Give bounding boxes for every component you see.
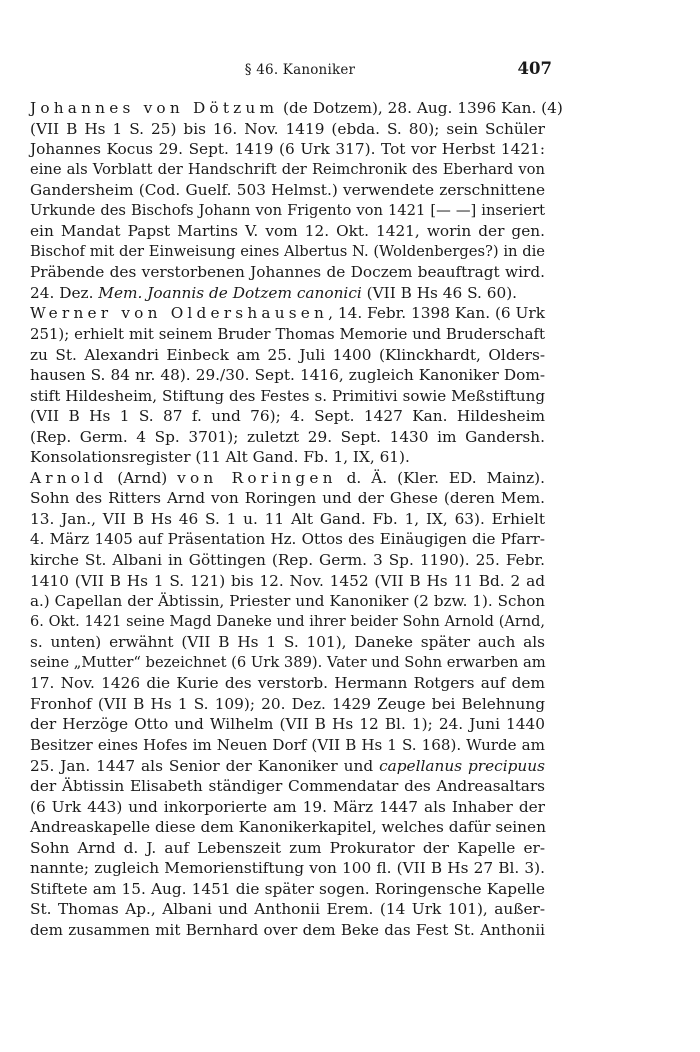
text-line: 17. Nov. 1426 die Kurie des verstorb. Hermann Rotgers auf dem [30, 674, 545, 693]
text-line: Arnold (Arnd) von Roringen d. Ä. (Kler. ED. Mainz). [30, 468, 545, 487]
text-line: der Äbtissin Elisabeth ständiger Commendatar des Andreasaltars [30, 777, 545, 796]
text-line: 25. Jan. 1447 als Senior der Kanoniker und capellanus precipuus [30, 756, 545, 775]
page-number: 407 [517, 59, 552, 78]
text-line: (VII B Hs 1 S. 87 f. und 76); 4. Sept. 1427 Kan. Hildesheim [30, 407, 545, 426]
running-title: § 46. Kanoniker [244, 62, 356, 78]
text-line: 6. Okt. 1421 seine Magd Daneke und ihrer beider Sohn Arnold (Arnd, [30, 613, 545, 630]
text-line: seine „Mutter“ bezeichnet (6 Urk 389). Vater und Sohn erwarben am [30, 653, 546, 671]
italic-citation: Mem. Joannis de Dotzem canonici [98, 283, 362, 302]
text-line: stift Hildesheim, Stiftung des Festes s. Primitivi sowie Meßstiftung [30, 386, 545, 405]
text-line: Urkunde des Bischofs Johann von Frigento von 1421 [— —] inseriert [30, 201, 545, 219]
entry-name: Arnold [30, 468, 108, 487]
text-line: Fronhof (VII B Hs 1 S. 109); 20. Dez. 1429 Zeuge bei Belehnung [30, 694, 545, 713]
text-line: Johannes von Dötzum (de Dotzem), 28. Aug. 1396 Kan. (4) [30, 99, 563, 117]
text-line: Johannes Kocus 29. Sept. 1419 (6 Urk 317). Tot vor Herbst 1421: [30, 140, 545, 159]
text-line: s. unten) erwähnt (VII B Hs 1 S. 101), Daneke später auch als [30, 633, 545, 652]
entry-name: Werner von Oldershausen [30, 304, 329, 323]
text-line: St. Thomas Ap., Albani und Anthonii Erem. (14 Urk 101), außer- [30, 900, 545, 919]
text-line: Konsolationsregister (11 Alt Gand. Fb. 1, IX, 61). [30, 448, 410, 467]
entry-name: von Roringen [177, 468, 337, 487]
text-line: 24. Dez. Mem. Joannis de Dotzem canonici (VII B Hs 46 S. 60). [30, 283, 518, 302]
entry-werner-von-oldershausen [30, 303, 545, 467]
text-line: der Herzöge Otto und Wilhelm (VII B Hs 12 Bl. 1); 24. Juni 1440 [30, 715, 545, 734]
entry-johannes-von-doetzum [30, 98, 563, 303]
text-line: 1410 (VII B Hs 1 S. 121) bis 12. Nov. 1452 (VII B Hs 11 Bd. 2 ad [30, 571, 545, 590]
text-line: hausen S. 84 nr. 48). 29./30. Sept. 1416, zugleich Kanoniker Dom- [30, 366, 545, 385]
page-header [50, 59, 552, 88]
text-line: 251); erhielt mit seinem Bruder Thomas Memorie und Bruderschaft [30, 325, 545, 344]
text-line: nannte; zugleich Memorienstiftung von 100 fl. (VII B Hs 27 Bl. 3). [30, 859, 545, 878]
text-line: Andreaskapelle diese dem Kanonikerkapitel, welches dafür seinen [30, 818, 546, 837]
text-line: dem zusammen mit Bernhard over dem Beke das Fest St. Anthonii [30, 920, 545, 939]
italic-phrase: capellanus precipuus [379, 756, 545, 775]
text-line: Sohn des Ritters Arnd von Roringen und der Ghese (deren Mem. [30, 489, 545, 508]
text-line: kirche St. Albani in Göttingen (Rep. Germ. 3 Sp. 1190). 25. Febr. [30, 551, 545, 570]
page-body [30, 98, 563, 940]
text-line: Gandersheim (Cod. Guelf. 503 Helmst.) verwendete zerschnittene [30, 181, 545, 200]
text-line: (6 Urk 443) und inkorporierte am 19. März 1447 als Inhaber der [30, 797, 545, 816]
text-line: Besitzer eines Hofes im Neuen Dorf (VII B Hs 1 S. 168). Wurde am [30, 735, 545, 754]
text-line: 4. März 1405 auf Präsentation Hz. Ottos des Einäugigen die Pfarr- [30, 530, 545, 549]
text-line: a.) Capellan der Äbtissin, Priester und Kanoniker (2 bzw. 1). Schon [30, 592, 545, 611]
text-line: Werner von Oldershausen, 14. Febr. 1398 Kan. (6 Urk [30, 304, 545, 323]
text-line: (Rep. Germ. 4 Sp. 3701); zuletzt 29. Sept. 1430 im Gandersh. [30, 427, 545, 446]
text-line: zu St. Alexandri Einbeck am 25. Juli 1400 (Klinckhardt, Olders- [30, 345, 545, 364]
text-line: eine als Vorblatt der Handschrift der Reimchronik des Eberhard von [30, 160, 545, 178]
text-line: Stiftete am 15. Aug. 1451 die später sogen. Roringensche Kapelle [30, 879, 545, 898]
text-line: Präbende des verstorbenen Johannes de Doczem beauftragt wird. [30, 263, 545, 282]
text-line: (VII B Hs 1 S. 25) bis 16. Nov. 1419 (ebda. S. 80); sein Schüler [30, 119, 545, 138]
text-line: 13. Jan., VII B Hs 46 S. 1 u. 11 Alt Gand. Fb. 1, IX, 63). Erhielt [30, 509, 545, 528]
text-line: Bischof mit der Einweisung eines Albertus N. (Woldenberges?) in die [30, 242, 545, 260]
text-line: Sohn Arnd d. J. auf Lebenszeit zum Prokurator der Kapelle er- [30, 838, 545, 857]
text-line: ein Mandat Papst Martins V. vom 12. Okt. 1421, worin der gen. [30, 222, 545, 241]
entry-name: Johannes von Dötzum [30, 99, 279, 117]
entry-arnold-von-roringen [30, 468, 545, 941]
